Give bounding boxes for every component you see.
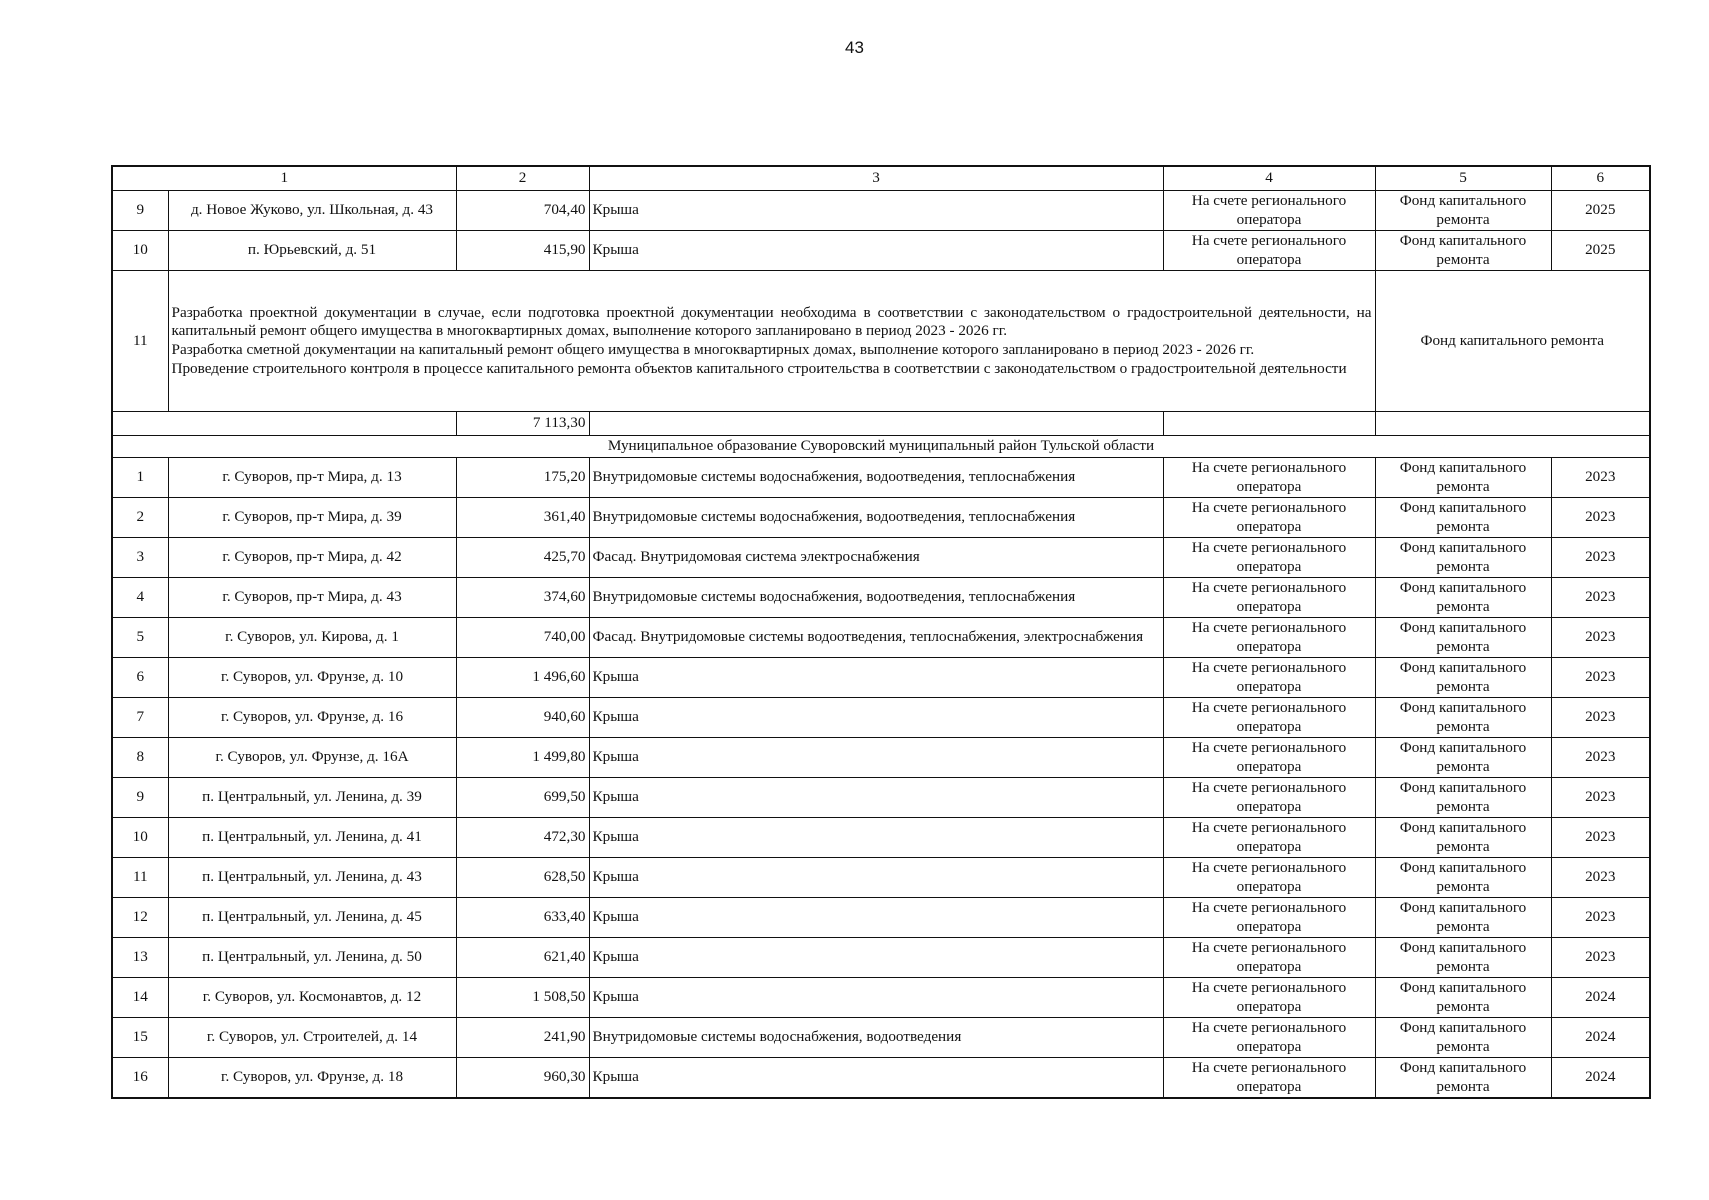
paragraph-construction-control: Проведение строительного контроля в процессе капитального ремонта объектов капитального строительства в соответствии с законодательством о градостроительной деятельности [171, 359, 1347, 377]
row-source: Фонд капитального ремонта [1375, 538, 1551, 578]
row-year: 2023 [1551, 778, 1650, 818]
row-source: Фонд капитального ремонта [1375, 231, 1551, 271]
row-work: Крыша [589, 818, 1163, 858]
row-year: 2023 [1551, 738, 1650, 778]
row-number: 5 [112, 618, 168, 658]
row-area: 940,60 [456, 698, 589, 738]
table-row [112, 458, 1650, 498]
row-address: г. Суворов, пр-т Мира, д. 43 [168, 578, 456, 618]
subtotal-row [112, 412, 1650, 436]
row-source: Фонд капитального ремонта [1375, 458, 1551, 498]
row-address: п. Юрьевский, д. 51 [168, 231, 456, 271]
row-source: Фонд капитального ремонта [1375, 498, 1551, 538]
row-address: д. Новое Жуково, ул. Школьная, д. 43 [168, 191, 456, 231]
row-year: 2023 [1551, 818, 1650, 858]
row-method: На счете регионального оператора [1163, 658, 1375, 698]
row-area: 740,00 [456, 618, 589, 658]
row-work: Крыша [589, 858, 1163, 898]
subtotal-empty-work [589, 412, 1163, 436]
row-area: 1 499,80 [456, 738, 589, 778]
row-source: Фонд капитального ремонта [1375, 1018, 1551, 1058]
row-method: На счете регионального оператора [1163, 538, 1375, 578]
row-year: 2023 [1551, 658, 1650, 698]
paragraph-design-docs: Разработка проектной документации в случае, если подготовка проектной документации необходима в соответствии с законодательством о градостроительной деятельности, на капитальный ремонт общего имущества в многоквартирных домах, выполнение которого запланировано в период 2023 - 2026 гг. [171, 303, 1372, 340]
row-method: На счете регионального оператора [1163, 818, 1375, 858]
row-area: 960,30 [456, 1058, 589, 1099]
row-method: На счете регионального оператора [1163, 618, 1375, 658]
table-row [112, 698, 1650, 738]
row-number: 8 [112, 738, 168, 778]
row-work: Крыша [589, 231, 1163, 271]
header-col-2: 2 [456, 166, 589, 191]
row-method: На счете регионального оператора [1163, 1058, 1375, 1099]
row-address: г. Суворов, ул. Фрунзе, д. 16А [168, 738, 456, 778]
row-year: 2025 [1551, 231, 1650, 271]
row-source: Фонд капитального ремонта [1375, 858, 1551, 898]
row-source: Фонд капитального ремонта [1375, 938, 1551, 978]
row-area: 361,40 [456, 498, 589, 538]
row-number: 13 [112, 938, 168, 978]
row-address: г. Суворов, ул. Кирова, д. 1 [168, 618, 456, 658]
table-row [112, 1018, 1650, 1058]
row-method: На счете регионального оператора [1163, 191, 1375, 231]
row-method: На счете регионального оператора [1163, 458, 1375, 498]
row-year: 2023 [1551, 498, 1650, 538]
design-documentation-text [168, 271, 1375, 412]
page-number: 43 [845, 38, 864, 57]
row-work: Крыша [589, 658, 1163, 698]
row-work: Крыша [589, 938, 1163, 978]
row-work: Крыша [589, 1058, 1163, 1099]
subtotal-empty-source [1375, 412, 1650, 436]
row-area: 628,50 [456, 858, 589, 898]
row-number: 14 [112, 978, 168, 1018]
row-work: Внутридомовые системы водоснабжения, водоотведения, теплоснабжения [589, 498, 1163, 538]
row-area: 425,70 [456, 538, 589, 578]
row-number: 4 [112, 578, 168, 618]
subtotal-empty [112, 412, 456, 436]
table-row [112, 658, 1650, 698]
row-source: Фонд капитального ремонта [1375, 778, 1551, 818]
header-col-5: 5 [1375, 166, 1551, 191]
row-method: На счете регионального оператора [1163, 1018, 1375, 1058]
table-header-row [112, 166, 1650, 191]
row-area: 699,50 [456, 778, 589, 818]
table-row [112, 231, 1650, 271]
row-method: На счете регионального оператора [1163, 858, 1375, 898]
row-source: Фонд капитального ремонта [1375, 698, 1551, 738]
table-row [112, 538, 1650, 578]
row-method: На счете регионального оператора [1163, 778, 1375, 818]
row-address: п. Центральный, ул. Ленина, д. 45 [168, 898, 456, 938]
table-row [112, 858, 1650, 898]
row-number: 10 [112, 818, 168, 858]
row-work: Фасад. Внутридомовая система электроснабжения [589, 538, 1163, 578]
row-year: 2023 [1551, 578, 1650, 618]
row-area: 175,20 [456, 458, 589, 498]
row-work: Крыша [589, 738, 1163, 778]
row-work: Внутридомовые системы водоснабжения, водоотведения, теплоснабжения [589, 578, 1163, 618]
row-source: Фонд капитального ремонта [1375, 738, 1551, 778]
header-col-3: 3 [589, 166, 1163, 191]
table-row [112, 578, 1650, 618]
table-row [112, 938, 1650, 978]
row-source: Фонд капитального ремонта [1375, 1058, 1551, 1099]
row-method: На счете регионального оператора [1163, 898, 1375, 938]
row-address: г. Суворов, пр-т Мира, д. 13 [168, 458, 456, 498]
row-address: г. Суворов, ул. Фрунзе, д. 16 [168, 698, 456, 738]
table-row [112, 978, 1650, 1018]
row-method: На счете регионального оператора [1163, 978, 1375, 1018]
row-source: Фонд капитального ремонта [1375, 898, 1551, 938]
row-area: 241,90 [456, 1018, 589, 1058]
table-row [112, 818, 1650, 858]
row-work: Крыша [589, 698, 1163, 738]
row-method: На счете регионального оператора [1163, 938, 1375, 978]
row-year: 2024 [1551, 978, 1650, 1018]
row-year: 2024 [1551, 1018, 1650, 1058]
row-method: На счете регионального оператора [1163, 738, 1375, 778]
row-number: 16 [112, 1058, 168, 1099]
table-row [112, 498, 1650, 538]
row-address: п. Центральный, ул. Ленина, д. 50 [168, 938, 456, 978]
row-source: Фонд капитального ремонта [1375, 818, 1551, 858]
repair-plan-table [111, 165, 1651, 1099]
row-year: 2023 [1551, 858, 1650, 898]
table-row [112, 1058, 1650, 1099]
row-address: п. Центральный, ул. Ленина, д. 39 [168, 778, 456, 818]
row-area: 1 496,60 [456, 658, 589, 698]
header-col-6: 6 [1551, 166, 1650, 191]
row-year: 2023 [1551, 458, 1650, 498]
row-work: Крыша [589, 191, 1163, 231]
table-row [112, 738, 1650, 778]
header-col-1: 1 [112, 166, 456, 191]
row-method: На счете регионального оператора [1163, 498, 1375, 538]
row-area: 1 508,50 [456, 978, 589, 1018]
row-method: На счете регионального оператора [1163, 698, 1375, 738]
row-number: 15 [112, 1018, 168, 1058]
row-number: 11 [112, 271, 168, 412]
table-row [112, 778, 1650, 818]
subtotal-value: 7 113,30 [456, 412, 589, 436]
row-address: п. Центральный, ул. Ленина, д. 43 [168, 858, 456, 898]
row-source: Фонд капитального ремонта [1375, 658, 1551, 698]
header-col-4: 4 [1163, 166, 1375, 191]
row-work: Крыша [589, 898, 1163, 938]
row-method: На счете регионального оператора [1163, 231, 1375, 271]
row-area: 633,40 [456, 898, 589, 938]
row-area: 704,40 [456, 191, 589, 231]
row-method: На счете регионального оператора [1163, 578, 1375, 618]
table-row [112, 898, 1650, 938]
row-number: 9 [112, 191, 168, 231]
row-number: 12 [112, 898, 168, 938]
row-work: Внутридомовые системы водоснабжения, водоотведения [589, 1018, 1163, 1058]
row-source: Фонд капитального ремонта [1375, 191, 1551, 231]
municipality-rows [112, 458, 1650, 1099]
design-documentation-row [112, 271, 1650, 412]
row-number: 3 [112, 538, 168, 578]
row-source: Фонд капитального ремонта [1375, 578, 1551, 618]
row-number: 2 [112, 498, 168, 538]
paragraph-estimate-docs: Разработка сметной документации на капитальный ремонт общего имущества в многоквартирных домах, выполнение которого запланировано в период 2023 - 2026 гг. [171, 341, 1255, 358]
row-year: 2023 [1551, 698, 1650, 738]
row-area: 374,60 [456, 578, 589, 618]
row-number: 6 [112, 658, 168, 698]
row-source: Фонд капитального ремонта [1375, 271, 1650, 412]
row-work: Крыша [589, 778, 1163, 818]
row-number: 7 [112, 698, 168, 738]
row-address: г. Суворов, ул. Космонавтов, д. 12 [168, 978, 456, 1018]
row-source: Фонд капитального ремонта [1375, 978, 1551, 1018]
section-title: Муниципальное образование Суворовский муниципальный район Тульской области [112, 436, 1650, 458]
row-year: 2023 [1551, 938, 1650, 978]
table-row [112, 191, 1650, 231]
section-heading-row [112, 436, 1650, 458]
row-address: г. Суворов, пр-т Мира, д. 39 [168, 498, 456, 538]
row-year: 2023 [1551, 538, 1650, 578]
row-number: 10 [112, 231, 168, 271]
row-year: 2025 [1551, 191, 1650, 231]
row-address: г. Суворов, ул. Фрунзе, д. 10 [168, 658, 456, 698]
row-number: 11 [112, 858, 168, 898]
row-year: 2024 [1551, 1058, 1650, 1099]
row-area: 472,30 [456, 818, 589, 858]
row-year: 2023 [1551, 898, 1650, 938]
row-area: 621,40 [456, 938, 589, 978]
subtotal-empty-method [1163, 412, 1375, 436]
row-number: 1 [112, 458, 168, 498]
row-work: Фасад. Внутридомовые системы водоотведения, теплоснабжения, электроснабжения [589, 618, 1163, 658]
row-work: Крыша [589, 978, 1163, 1018]
row-address: г. Суворов, ул. Строителей, д. 14 [168, 1018, 456, 1058]
row-address: п. Центральный, ул. Ленина, д. 41 [168, 818, 456, 858]
row-source: Фонд капитального ремонта [1375, 618, 1551, 658]
row-number: 9 [112, 778, 168, 818]
row-work: Внутридомовые системы водоснабжения, водоотведения, теплоснабжения [589, 458, 1163, 498]
row-year: 2023 [1551, 618, 1650, 658]
row-area: 415,90 [456, 231, 589, 271]
row-address: г. Суворов, пр-т Мира, д. 42 [168, 538, 456, 578]
table-row [112, 618, 1650, 658]
row-address: г. Суворов, ул. Фрунзе, д. 18 [168, 1058, 456, 1099]
